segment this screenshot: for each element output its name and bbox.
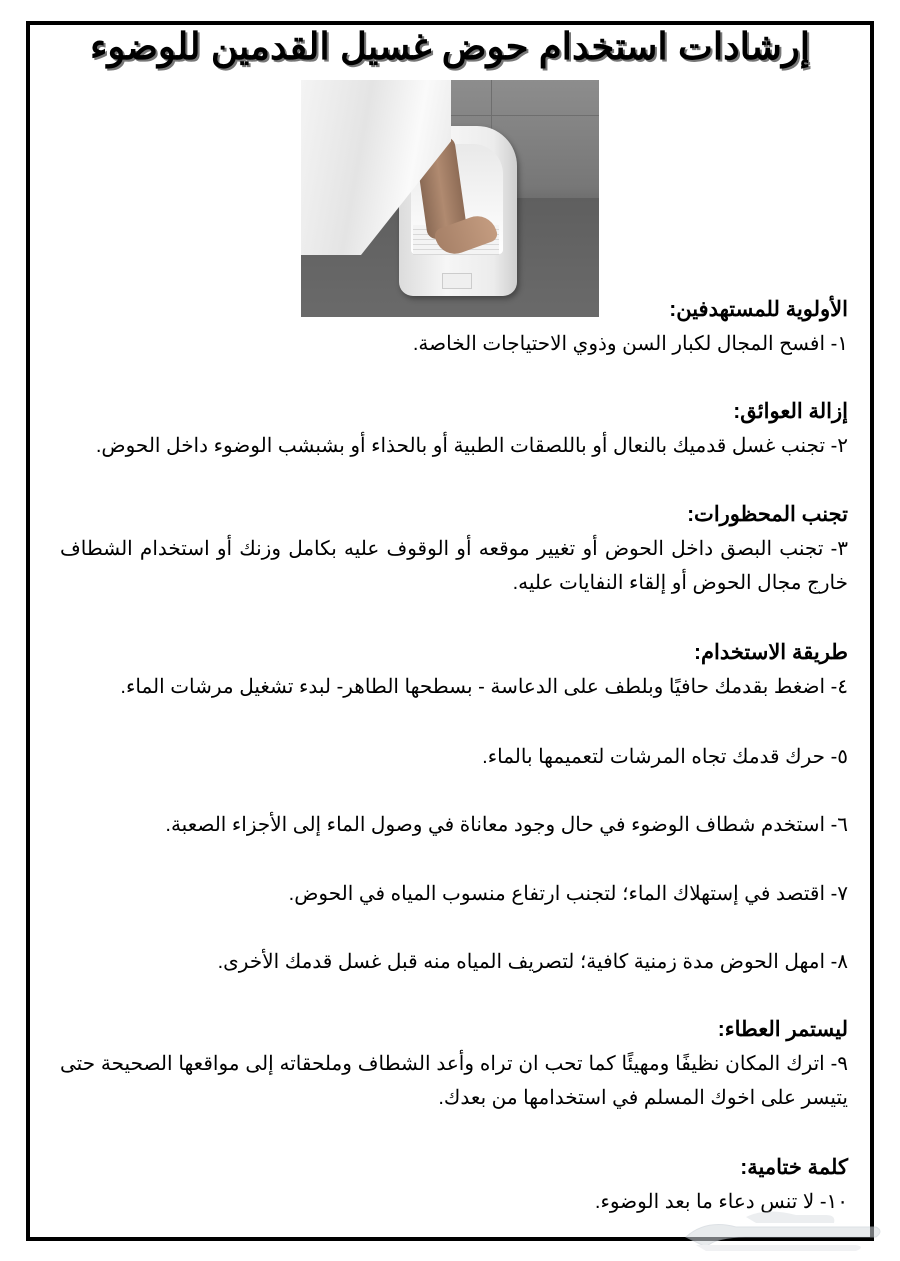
- instruction-item-10: ١٠- لا تنس دعاء ما بعد الوضوء.: [594, 1191, 848, 1213]
- instruction-item-1: ١- افسح المجال لكبار السن وذوي الاحتياجات الخاصة.: [412, 333, 848, 355]
- watermark-logo-icon: [676, 1197, 886, 1257]
- haraj-watermark: [676, 1197, 886, 1257]
- section-heading-prohibitions: تجنب المحظورات:: [687, 503, 848, 526]
- instruction-item-2: ٢- تجنب غسل قدميك بالنعال أو باللصقات الطبية أو بالحذاء أو بشبشب الوضوء داخل الحوض.: [95, 435, 848, 457]
- basin-label: [442, 273, 472, 289]
- section-heading-usage: طريقة الاستخدام:: [693, 641, 848, 664]
- foot-wash-basin-photo: [301, 80, 599, 317]
- section-heading-closing: كلمة ختامية:: [740, 1156, 848, 1179]
- instruction-item-8: ٨- امهل الحوض مدة زمنية كافية؛ لتصريف المياه منه قبل غسل قدمك الأخرى.: [217, 951, 848, 973]
- instruction-item-7: ٧- اقتصد في إستهلاك الماء؛ لتجنب ارتفاع منسوب المياه في الحوض.: [288, 883, 848, 905]
- section-heading-obstacles: إزالة العوائق:: [733, 400, 848, 423]
- instruction-item-4: ٤- اضغط بقدمك حافيًا وبلطف على الدعاسة - بسطحها الطاهر- لبدء تشغيل مرشات الماء.: [120, 676, 848, 698]
- page-title: إرشادات استخدام حوض غسيل القدمين للوضوء: [89, 26, 811, 67]
- instruction-item-3: ٣- تجنب البصق داخل الحوض أو تغيير موقعه أو الوقوف عليه بكامل وزنك أو استخدام الشطاف خارج مجال الحوض أو إلقاء النفايات عليه.: [60, 538, 849, 594]
- section-heading-priority: الأولوية للمستهدفين:: [669, 298, 848, 321]
- instruction-item-5: ٥- حرك قدمك تجاه المرشات لتعميمها بالماء.: [482, 746, 848, 768]
- instruction-item-6: ٦- استخدم شطاف الوضوء في حال وجود معاناة في وصول الماء إلى الأجزاء الصعبة.: [165, 814, 848, 836]
- section-heading-keep-giving: ليستمر العطاء:: [717, 1018, 848, 1041]
- instruction-item-9: ٩- اترك المكان نظيفًا ومهيئًا كما تحب ان تراه وأعد الشطاف وملحقاته إلى مواقعها الصحيحة حتى يتيسر على اخوك المسلم في استخدامها من بعدك.: [60, 1053, 848, 1109]
